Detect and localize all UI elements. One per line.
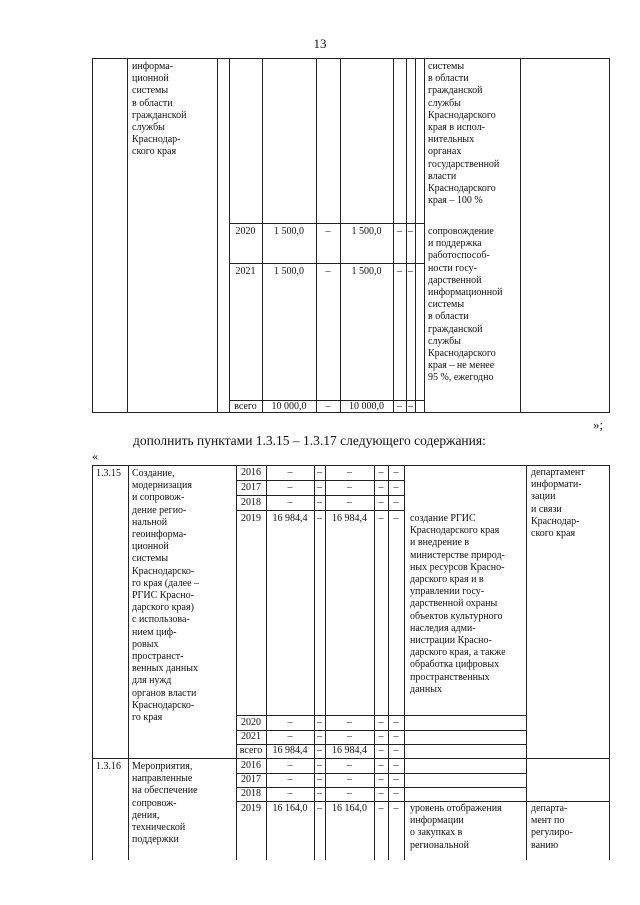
measure-name: Создание, модернизация и сопровож- дение регио- нальной геоинформа- ционной системы Краснодарско- го края (далее – РГИС Красно- дарского края) с использова- нием циф- ровых пространст- венных данных для нужд органов власти Краснодарско- го края xyxy=(132,468,200,724)
executor: департамент информати- зации и связи Краснодар- ского края xyxy=(531,467,585,540)
amendment-instruction: дополнить пунктами 1.3.15 – 1.3.17 следующего содержания: xyxy=(133,433,486,448)
result-continuation: системы в области гражданской службы Краснодарского края в испол- нительных органах государственной власти Краснодарского края – 100 % xyxy=(428,61,500,207)
opening-quote: « xyxy=(92,449,98,463)
result-2020-2021: сопровождение и поддержка работоспособ- ности госу- дарственной информационной системы в области гражданской службы Краснодарского края – не менее 95 %, ежегодно xyxy=(428,226,503,384)
item-number: 1.3.15 xyxy=(96,468,121,479)
expected-result: создание РГИС Краснодарского края и внедрение в министерстве природ- ных ресурсов Красно- дарского края и в управлении госу- дарственной охраны объектов культурного наследия адми- нистрации Красно- дарского края, а также обработка цифровых пространственных данных xyxy=(410,513,506,695)
measure-name-continuation: информа- ционной системы в области гражданской службы Краснодар- ского края xyxy=(132,61,187,158)
expected-result: уровень отображения информации о закупках в региональной xyxy=(410,803,502,851)
measure-name: Мероприятия, направленные на обеспечение сопровож- дения, технической поддержки xyxy=(132,761,198,846)
item-number: 1.3.16 xyxy=(96,761,121,772)
page-number: 13 xyxy=(313,36,327,51)
executor: департа- мент по регулиро- ванию xyxy=(531,803,573,851)
closing-quote: »; xyxy=(593,417,604,432)
